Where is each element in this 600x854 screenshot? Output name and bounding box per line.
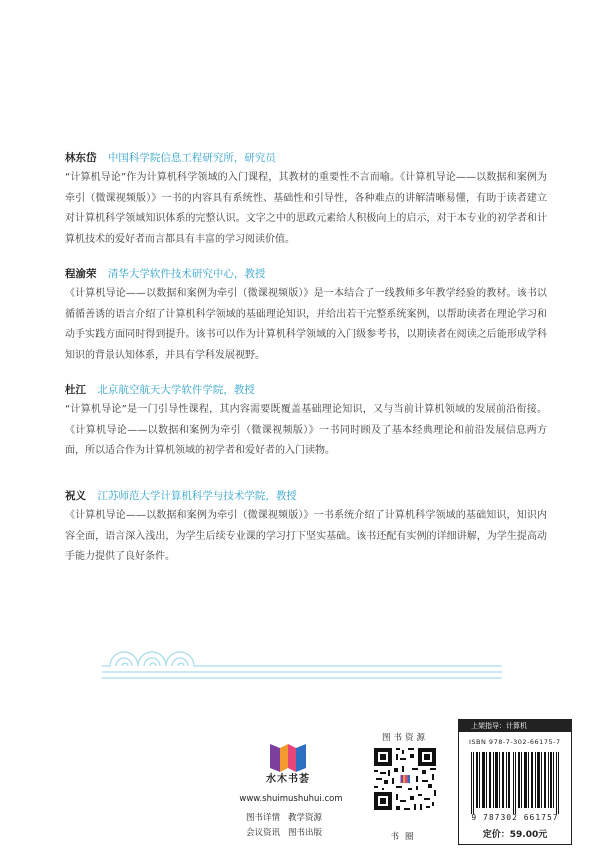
shelf-category: 上架指导：计算机 — [459, 720, 571, 732]
review-text: “计算机导论”是一门引导性课程，其内容需要既覆盖基础理论知识，又与当前计算机领域的发展前沿衔接。《计算机导论——以数据和案例为牵引（微课视频版）》一书同时顾及了基本经典理论和前沿发展信息两方面，所以适合作为计算机领域的初学者和爱好者的入门读物。 — [65, 404, 547, 456]
price-label: 定价：59.00元 — [482, 830, 548, 840]
reviewer-affiliation: 北京航空航天大学软件学院，教授 — [97, 384, 255, 396]
review-3 — [65, 382, 547, 462]
review-text: “计算机导论”作为计算机科学领域的入门课程，其教材的重要性不言而喻。《计算机导论——以数据和案例为牵引（微课视频版）》一书的内容具有系统性、基础性和引导性，各种难点的讲解清晰易懂，有助于读者建立对计算机科学领域知识体系的完整认识。文字之中的思政元素给人积极向上的启示，对于本专业的初学者和计算机技术的爱好者而言都具有丰富的学习阅读价值。 — [65, 172, 547, 245]
qr-code-icon[interactable] — [372, 746, 438, 812]
review-1 — [65, 150, 547, 250]
publisher-logo-text: 水木书荟 — [266, 774, 310, 785]
review-text: 《计算机导论——以数据和案例为牵引（微课视频版）》是一本结合了一线教师多年教学经验的教材。该书以循循善诱的语言介绍了计算机科学领域的基础理论知识，并给出若干完整系统案例，以帮助读者在理论学习和动手实践方面同时得到提升。该书可以作为计算机科学领域的入门级参考书，以期读者在阅读之后能形成学科知识的背景认知体系，并具有学科发展视野。 — [65, 288, 547, 361]
publisher-links — [246, 811, 346, 841]
reviewer-name: 杜江 — [65, 384, 86, 396]
barcode-number: 9 787302 661757 — [471, 813, 559, 822]
link-teaching-resources[interactable]: 教学资源 — [288, 813, 323, 823]
link-conference-news[interactable]: 会议资讯 — [246, 828, 281, 838]
publisher-website[interactable]: www.shuimushuhui.com — [239, 794, 343, 804]
reviewer-affiliation: 中国科学院信息工程研究所，研究员 — [107, 152, 276, 164]
reviewer-name: 林东岱 — [65, 152, 97, 164]
barcode-icon — [469, 752, 561, 814]
reviewer-affiliation: 清华大学软件技术研究中心，教授 — [107, 268, 266, 280]
barcode-block — [458, 719, 572, 845]
qr-caption: 书圈 — [390, 832, 420, 842]
link-book-publishing[interactable]: 图书出版 — [288, 828, 323, 838]
review-4 — [65, 488, 547, 568]
wave-decoration — [102, 636, 502, 684]
review-2 — [65, 266, 547, 366]
reviewer-name: 祝义 — [65, 490, 86, 502]
reviewer-name: 程渝荣 — [65, 268, 97, 280]
reviewer-affiliation: 江苏师范大学计算机科学与技术学院，教授 — [97, 490, 297, 502]
isbn-text: ISBN 978-7-302-66175-7 — [469, 738, 561, 746]
qr-title: 图书资源 — [381, 733, 428, 743]
review-text: 《计算机导论——以数据和案例为牵引（微课视频版）》一书系统介绍了计算机科学领域的基础知识，知识内容全面，语言深入浅出，为学生后续专业课的学习打下坚实基础。该书还配有实例的详细讲解，为学生提高动手能力提供了良好条件。 — [65, 510, 547, 562]
link-book-details[interactable]: 图书详情 — [246, 813, 281, 823]
